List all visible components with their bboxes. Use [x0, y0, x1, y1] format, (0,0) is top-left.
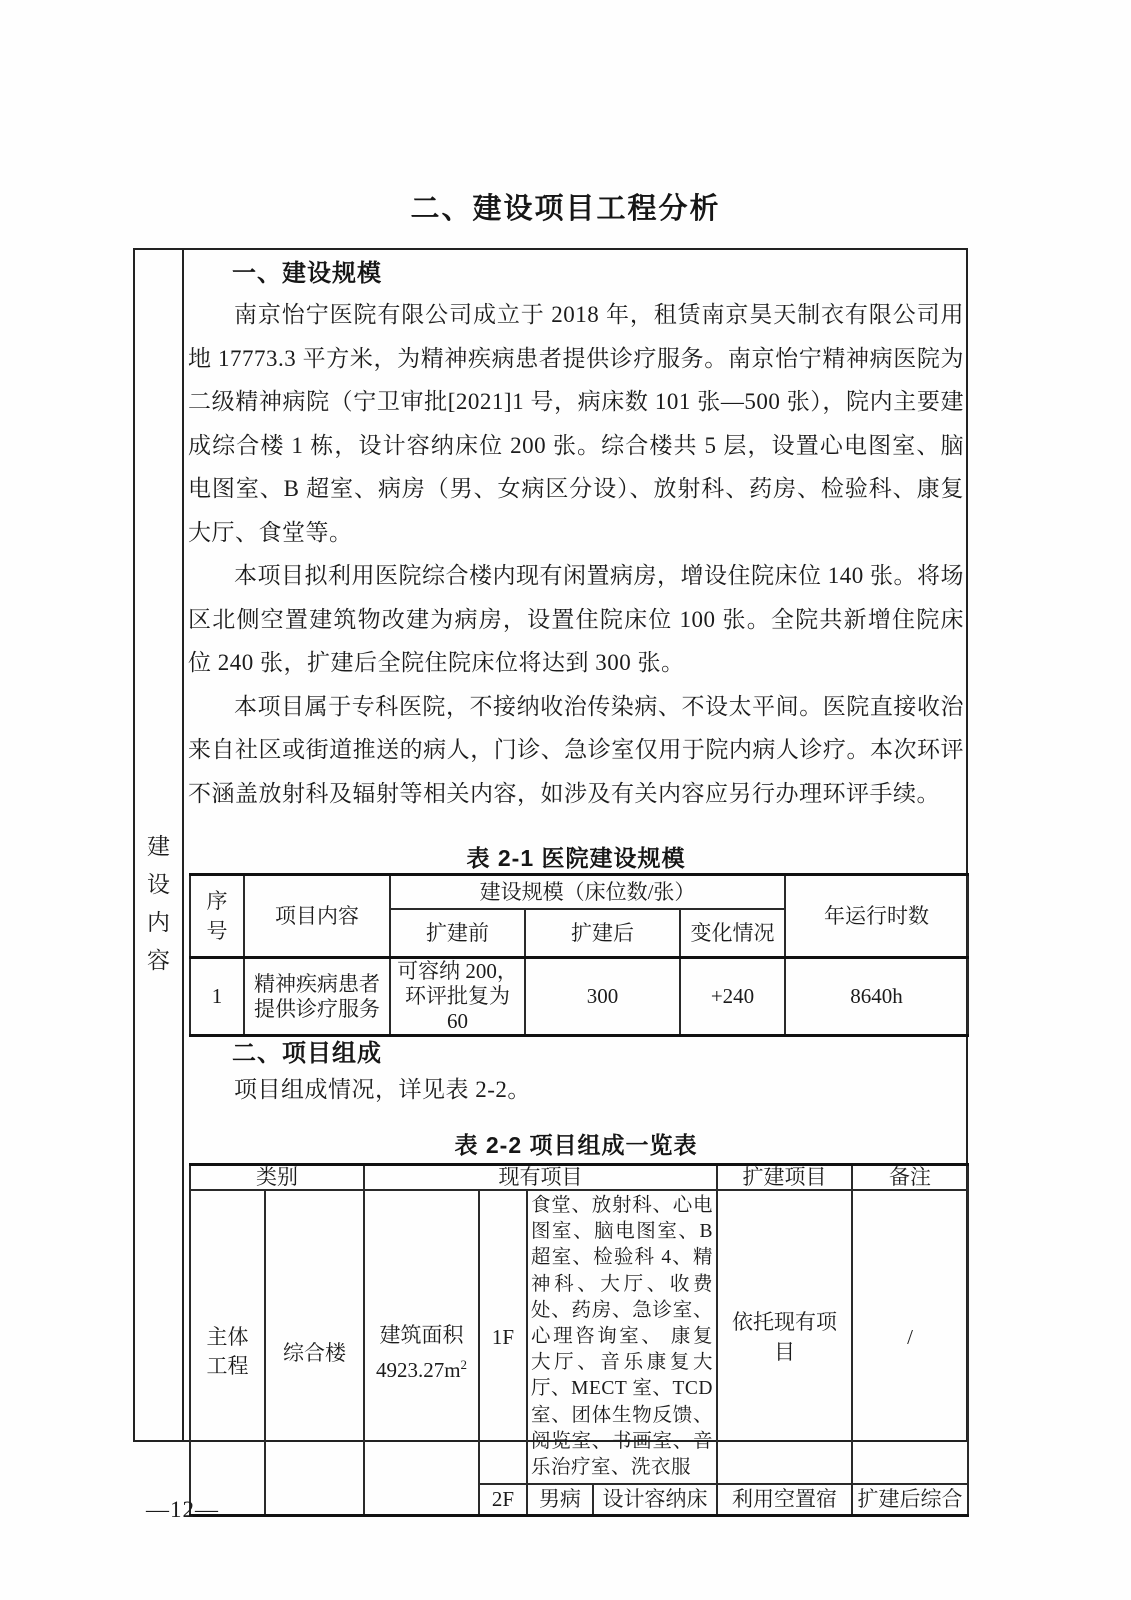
table1-col-hours: 年运行时数	[785, 875, 968, 958]
table2-cell-area	[364, 1190, 479, 1515]
table2-row-1f	[190, 1190, 968, 1484]
table2-cell-ward: 男病	[527, 1484, 593, 1515]
table2-cell-remark-1f: /	[852, 1190, 968, 1484]
table-hospital-scale	[189, 873, 969, 1037]
table-project-composition	[189, 1163, 969, 1517]
table1-cell-index: 1	[190, 958, 244, 1036]
table1-cell-content: 精神疾病患者提供诊疗服务	[244, 958, 390, 1036]
page-title: 二、建设项目工程分析	[410, 193, 721, 225]
area-label: 建筑面积	[379, 1322, 464, 1347]
table2-cell-rooms: 食堂、放射科、心电图室、脑电图室、B 超室、检验科 4、精神科、大厅、收费处、药房、急诊室、心理咨询室、 康复大厅、音乐康复大厅、MECT 室、TCD 室、团体生物反馈、 阅览室、书画室、音乐治疗室、洗衣服	[527, 1190, 717, 1484]
paragraph-1: 南京怡宁医院有限公司成立于 2018 年，租赁南京昊天制衣有限公司用地 17773.3 平方米，为精神疾病患者提供诊疗服务。南京怡宁精神病医院为二级精神病院（宁卫审批[2021]1 号，病床数 101 张—500 张），院内主要建成综合楼 1 栋，设计容纳床位 200 张。综合楼共 5 层，设置心电图室、脑电图室、B 超室、病房（男、女病区分设）、放射科、药房、检验科、康复大厅、食堂等。	[188, 302, 964, 545]
table1-col-index: 序号	[190, 875, 244, 958]
sidebar-label: 建设内容	[147, 834, 170, 973]
table2-cell-category-main: 主体工程	[190, 1190, 265, 1515]
table1-col-content: 项目内容	[244, 875, 390, 958]
section1-heading: 一、建设规模	[232, 260, 382, 287]
table1-col-before: 扩建前	[390, 909, 525, 958]
section2-intro: 项目组成情况，详见表 2-2。	[234, 1077, 531, 1102]
sidebar-column	[135, 250, 184, 1440]
table2-col-category: 类别	[190, 1164, 364, 1190]
table2-cell-expansion-2f: 利用空置宿	[717, 1484, 852, 1515]
table1-cell-before: 可容纳 200，环评批复为 60	[390, 958, 525, 1036]
table2-col-existing: 现有项目	[364, 1164, 717, 1190]
table2-cell-expansion-1f: 依托现有项目	[717, 1190, 852, 1484]
table2-cell-category-sub: 综合楼	[265, 1190, 364, 1515]
paragraph-3: 本项目属于专科医院，不接纳收治传染病、不设太平间。医院直接收治来自社区或街道推送的病人，门诊、急诊室仅用于院内病人诊疗。本次环评不涵盖放射科及辐射等相关内容，如涉及有关内容应另行办理环评手续。	[188, 693, 964, 806]
page-number: —12—	[146, 1497, 219, 1522]
table1-cell-hours: 8640h	[785, 958, 968, 1036]
main-content	[184, 250, 968, 1511]
table1-col-scale-group: 建设规模（床位数/张）	[390, 875, 785, 909]
table2-title: 表 2-2 项目组成一览表	[454, 1131, 698, 1158]
table1-col-change: 变化情况	[680, 909, 785, 958]
section2-heading: 二、项目组成	[232, 1040, 382, 1067]
table2-cell-remark-2f: 扩建后综合	[852, 1484, 968, 1515]
table1-col-after: 扩建后	[525, 909, 680, 958]
table1-title: 表 2-1 医院建设规模	[466, 845, 686, 871]
area-value: $4923.27m^2$	[375, 1356, 468, 1382]
table1-cell-after: 300	[525, 958, 680, 1036]
paragraph-2: 本项目拟利用医院综合楼内现有闲置病房，增设住院床位 140 张。将场区北侧空置建筑物改建为病房，设置住院床位 100 张。全院共新增住院床位 240 张，扩建后全院住院床位将达到 300 张。	[188, 563, 964, 675]
table1-cell-change: +240	[680, 958, 785, 1036]
table2-cell-capacity: 设计容纳床	[593, 1484, 717, 1515]
table2-col-expansion: 扩建项目	[717, 1164, 852, 1190]
table1-row-1	[190, 958, 968, 1036]
table2-col-remark: 备注	[852, 1164, 968, 1190]
table2-cell-floor-2f: 2F	[479, 1484, 527, 1515]
table2-cell-floor-1f: 1F	[479, 1190, 527, 1484]
